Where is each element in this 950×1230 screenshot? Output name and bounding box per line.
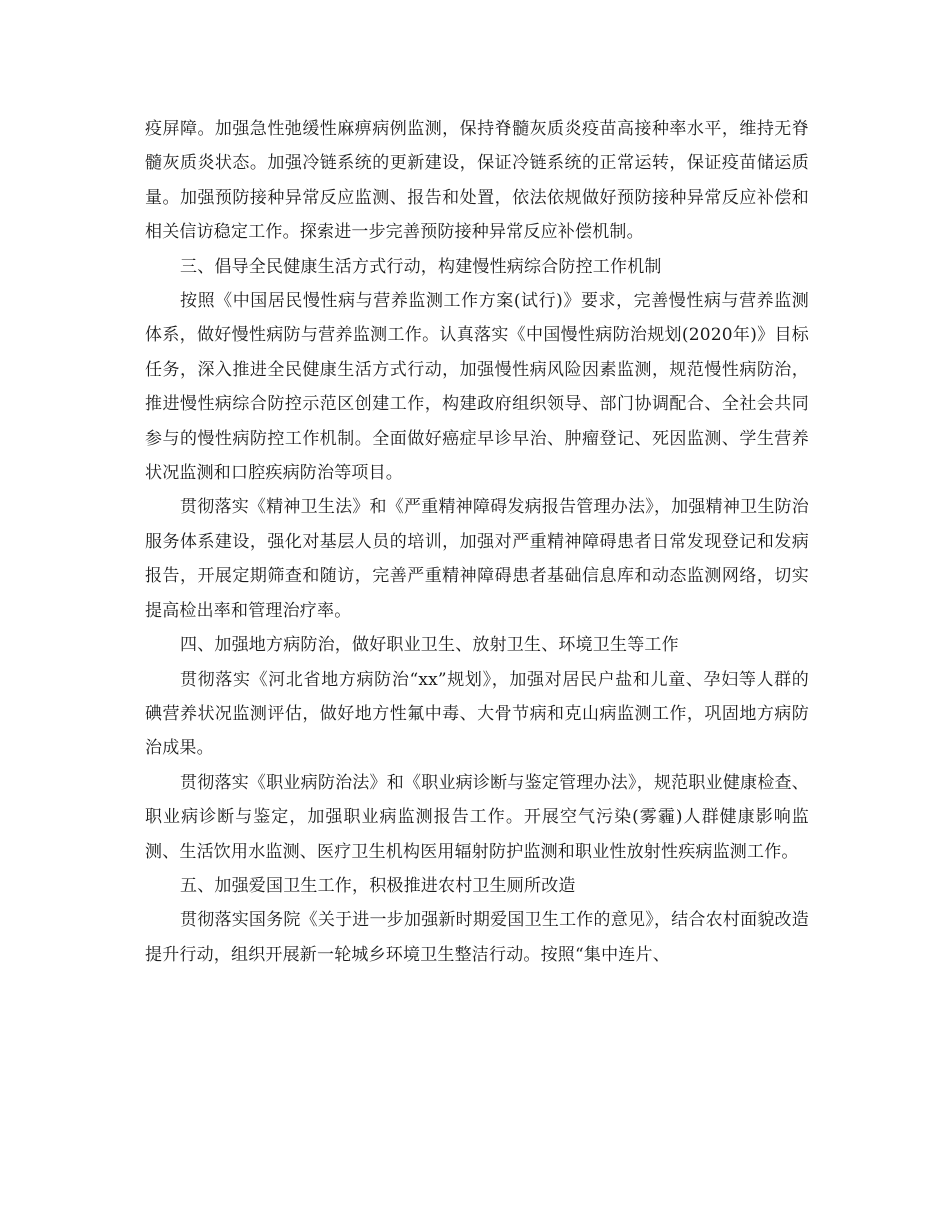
paragraph: 贯彻落实《职业病防治法》和《职业病诊断与鉴定管理办法》，规范职业健康检查、职业病诊断与鉴定，加强职业病监测报告工作。开展空气污染(雾霾)人群健康影响监测、生活饮用水监测、医疗卫生机构医用辐射防护监测和职业性放射性疾病监测工作。: [145, 772, 809, 862]
paragraph: 疫屏障。加强急性弛缓性麻痹病例监测，保持脊髓灰质炎疫苗高接种率水平，维持无脊髓灰质炎状态。加强冷链系统的更新建设，保证冷链系统的正常运转，保证疫苗储运质量。加强预防接种异常反应监测、报告和处置，依法依规做好预防接种异常反应补偿和相关信访稳定工作。探索进一步完善预防接种异常反应补偿机制。: [145, 119, 809, 243]
section-heading: 三、倡导全民健康生活方式行动，构建慢性病综合防控工作机制: [180, 256, 662, 277]
section-heading: 四、加强地方病防治，做好职业卫生、放射卫生、环境卫生等工作: [180, 635, 679, 656]
paragraph: 贯彻落实《精神卫生法》和《严重精神障碍发病报告管理办法》，加强精神卫生防治服务体系建设，强化对基层人员的培训，加强对严重精神障碍患者日常发现登记和发病报告，开展定期筛查和随访，完善严重精神障碍患者基础信息库和动态监测网络，切实提高检出率和管理治疗率。: [145, 497, 809, 621]
paragraph: 贯彻落实国务院《关于进一步加强新时期爱国卫生工作的意见》，结合农村面貌改造提升行动，组织开展新一轮城乡环境卫生整洁行动。按照“集中连片、: [145, 910, 809, 965]
section-heading: 五、加强爱国卫生工作，积极推进农村卫生厕所改造: [180, 875, 576, 896]
paragraph: 按照《中国居民慢性病与营养监测工作方案(试行)》要求，完善慢性病与营养监测体系，做好慢性病防与营养监测工作。认真落实《中国慢性病防治规划(2020年)》目标任务，深入推进全民健康生活方式行动，加强慢性病风险因素监测，规范慢性病防治，推进慢性病综合防控示范区创建工作，构建政府组织领导、部门协调配合、全社会共同参与的慢性病防控工作机制。全面做好癌症早诊早治、肿瘤登记、死因监测、学生营养状况监测和口腔疾病防治等项目。: [145, 291, 809, 484]
paragraph: 贯彻落实《河北省地方病防治“xx”规划》，加强对居民户盐和儿童、孕妇等人群的碘营养状况监测评估，做好地方性氟中毒、大骨节病和克山病监测工作，巩固地方病防治成果。: [145, 669, 809, 759]
document-body: [145, 112, 809, 972]
